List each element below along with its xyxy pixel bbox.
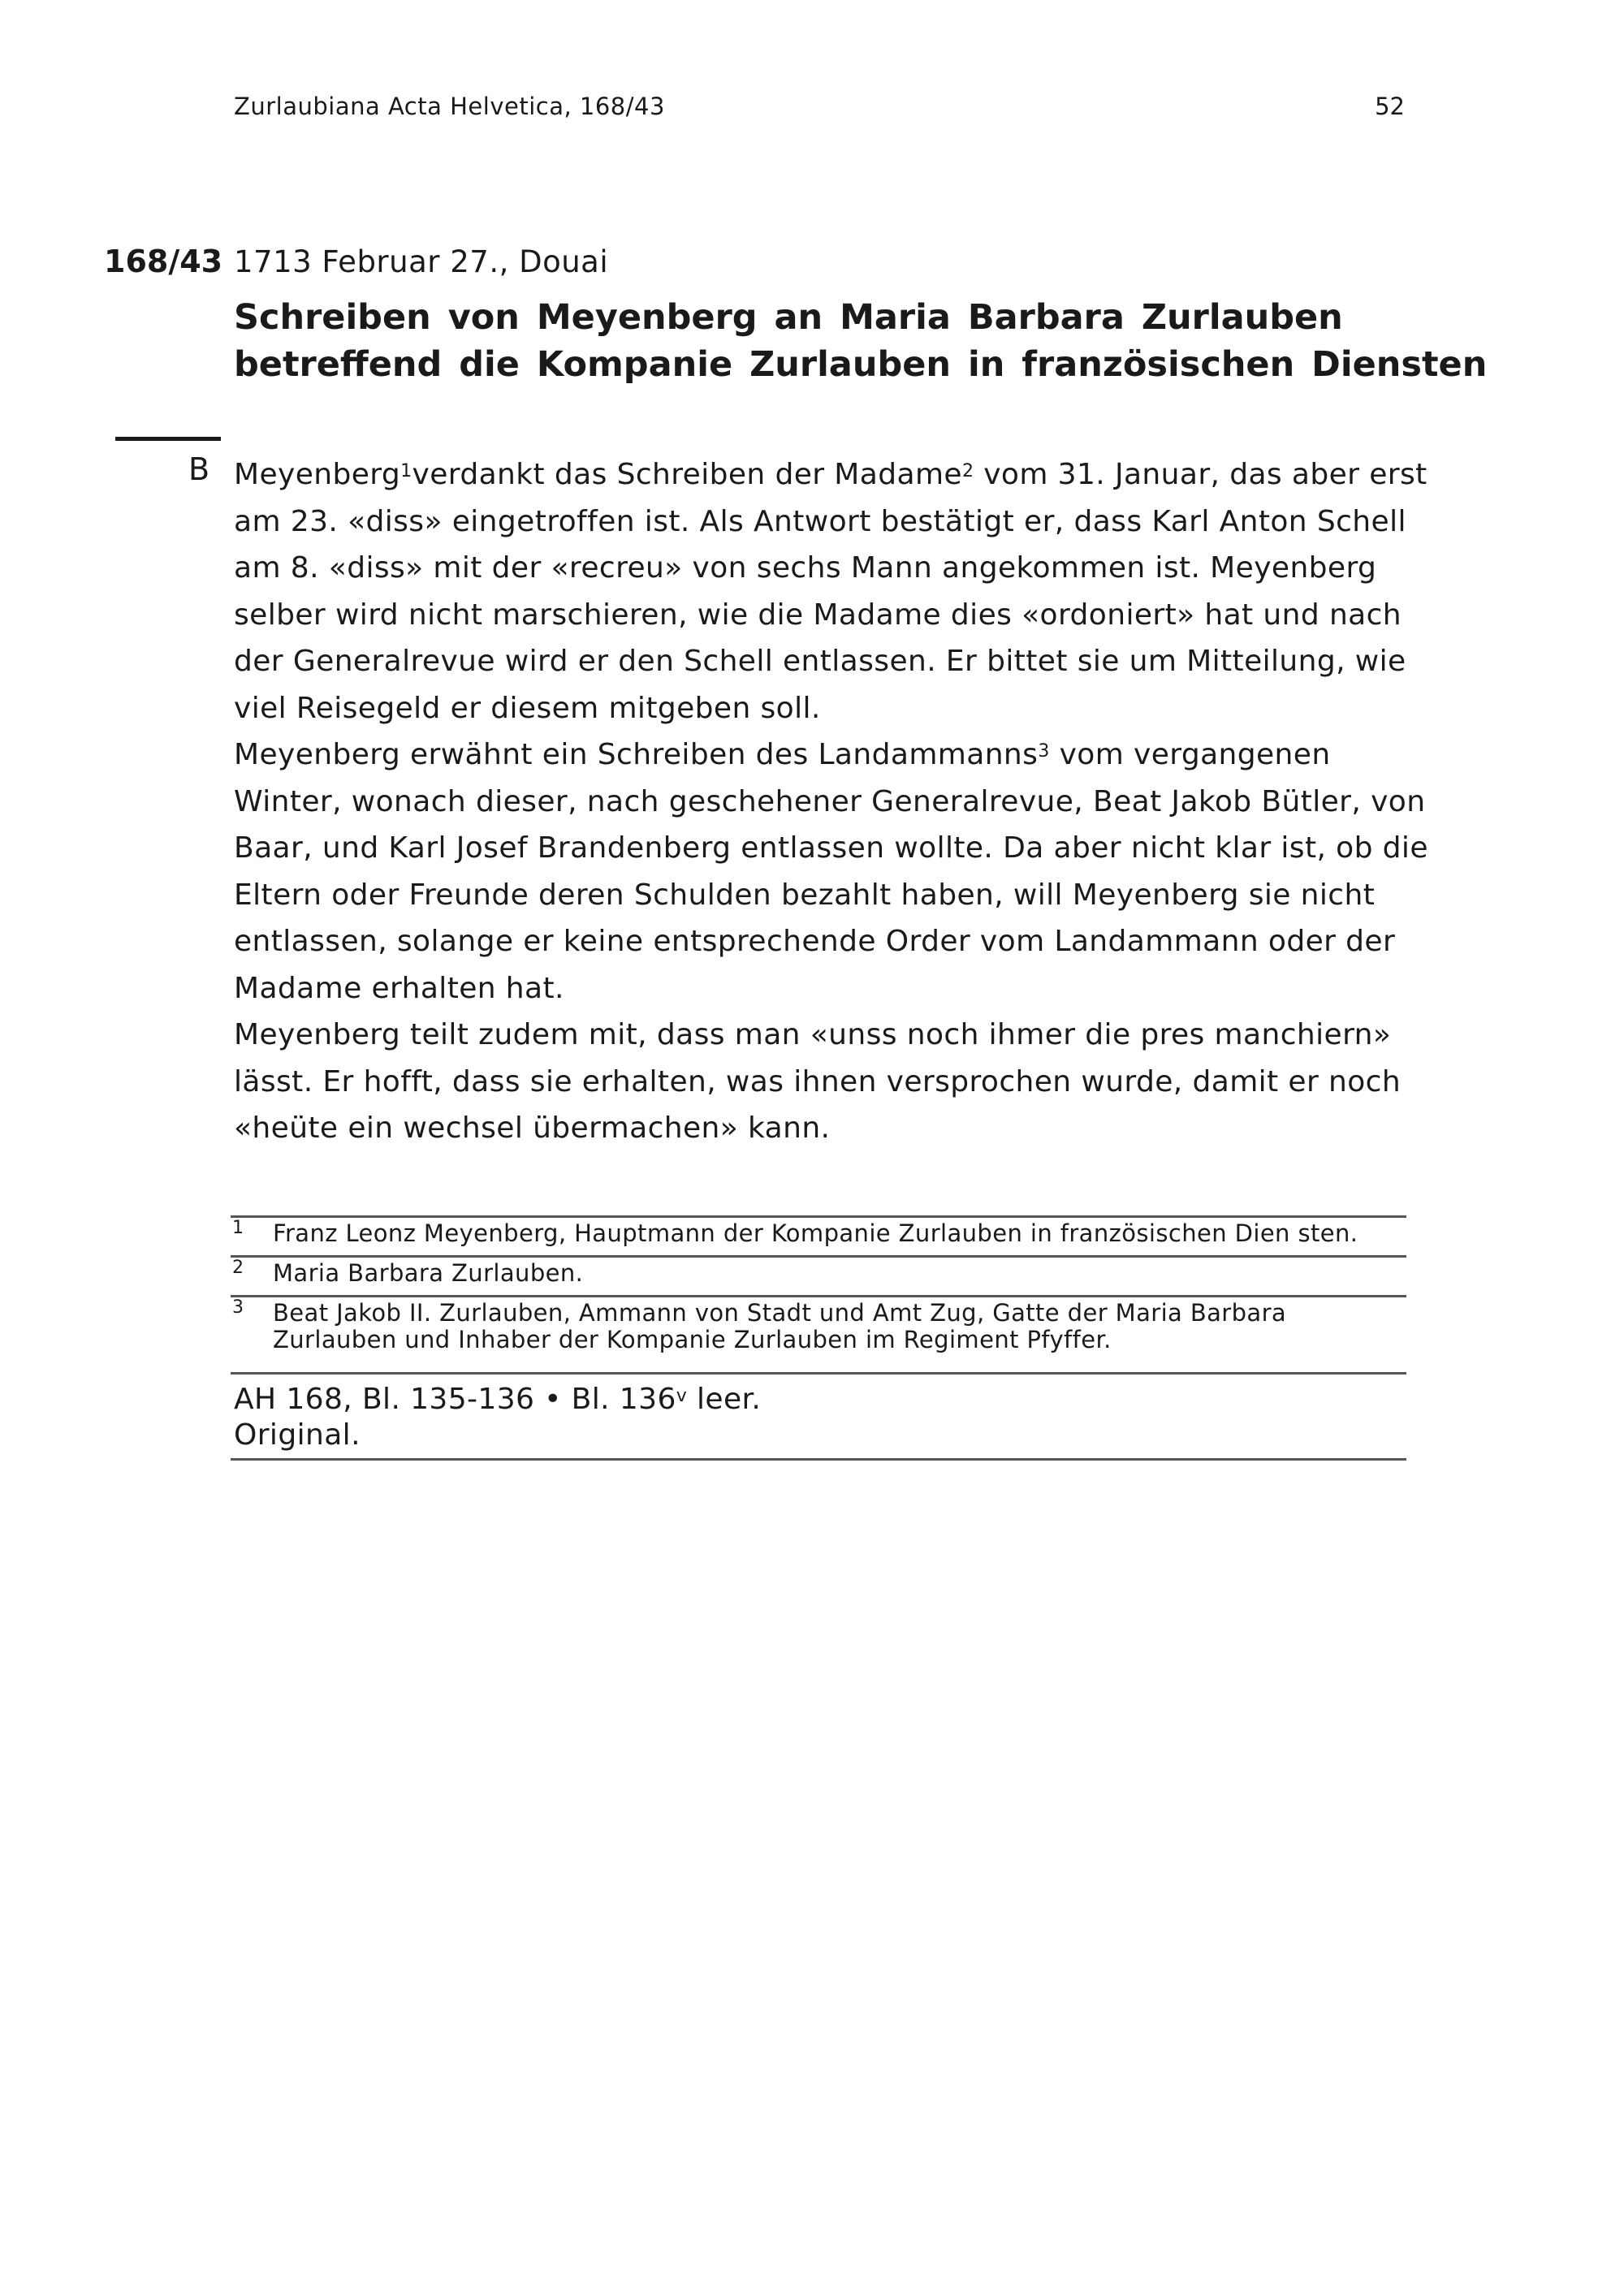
footnote-ref: 1 xyxy=(400,461,412,481)
body-line: der Generalrevue wird er den Schell entlassen. Er bittet sie um Mitteilung, wie xyxy=(234,645,1406,678)
footnote-ref: 2 xyxy=(961,461,974,481)
footnote-text: Maria Barbara Zurlauben. xyxy=(273,1259,584,1287)
document-date-place: 1713 Februar 27., Douai xyxy=(234,244,609,279)
section-marker: B xyxy=(188,451,210,487)
footnote-rule xyxy=(231,1295,1406,1297)
footnote-number: 3 xyxy=(232,1297,244,1318)
regest-body xyxy=(234,451,1428,1152)
body-line: Baar, und Karl Josef Brandenberg entlassen wollte. Da aber nicht klar ist, ob die xyxy=(234,831,1428,865)
body-line: lässt. Er hofft, dass sie erhalten, was ihnen versprochen wurde, damit er noch xyxy=(234,1064,1402,1098)
footnote-number: 1 xyxy=(232,1218,244,1238)
page-number: 52 xyxy=(1375,93,1405,120)
body-line: am 8. «diss» mit der «recreu» von sechs Mann angekommen ist. Meyenberg xyxy=(234,551,1377,585)
document-id: 168/43 xyxy=(104,244,223,279)
body-line: Meyenberg$^1$verdankt das Schreiben der Madame$^2$ vom 31. Januar, das aber erst xyxy=(234,458,1427,491)
body-line: «heüte ein wechsel übermachen» kann. xyxy=(234,1111,831,1145)
footnote-text: Franz Leonz Meyenberg, Hauptmann der Kompanie Zurlauben in französischen Dien sten. xyxy=(273,1219,1358,1247)
source-rule-top xyxy=(231,1372,1406,1375)
body-line: Madame erhalten hat. xyxy=(234,971,564,1005)
body-line: Meyenberg teilt zudem mit, dass man «unss noch ihmer die pres manchiern» xyxy=(234,1018,1392,1051)
body-line: Winter, wonach dieser, nach geschehener Generalrevue, Beat Jakob Bütler, von xyxy=(234,784,1426,818)
running-head: Zurlaubiana Acta Helvetica, 168/43 xyxy=(234,93,665,120)
body-line: entlassen, solange er keine entsprechende Order vom Landammann oder der xyxy=(234,925,1396,958)
footnote-number: 2 xyxy=(232,1258,244,1278)
footnote-rule xyxy=(231,1255,1406,1258)
source-rule-bottom xyxy=(231,1458,1406,1461)
footnote-text: Beat Jakob II. Zurlauben, Ammann von Stadt und Amt Zug, Gatte der Maria Barbara Zurlauben und Inhaber der Kompanie Zurlauben im Regiment Pfyffer. xyxy=(273,1299,1287,1353)
body-line: am 23. «diss» eingetroffen ist. Als Antwort bestätigt er, dass Karl Anton Schell xyxy=(234,504,1406,538)
body-line: selber wird nicht marschieren, wie die Madame dies «ordoniert» hat und nach xyxy=(234,598,1402,632)
footnote-ref: 3 xyxy=(1038,741,1050,762)
source-line-1: AH 168, Bl. 135-136 • Bl. 136$^v$ leer. xyxy=(234,1383,762,1416)
body-line: viel Reisegeld er diesem mitgeben soll. xyxy=(234,691,821,725)
body-line: Eltern oder Freunde deren Schulden bezahlt haben, will Meyenberg sie nicht xyxy=(234,878,1376,912)
document-title xyxy=(234,294,1487,388)
title-line-1: Schreiben von Meyenberg an Maria Barbara Zurlauben xyxy=(234,297,1343,338)
source-line-2: Original. xyxy=(234,1418,361,1452)
body-line: Meyenberg erwähnt ein Schreiben des Landammanns$^3$ vom vergangenen xyxy=(234,738,1331,771)
source-note xyxy=(234,1382,761,1453)
title-line-2: betreffend die Kompanie Zurlauben in französischen Diensten xyxy=(234,344,1488,385)
section-rule xyxy=(115,437,221,441)
footnote-rule xyxy=(231,1215,1406,1218)
